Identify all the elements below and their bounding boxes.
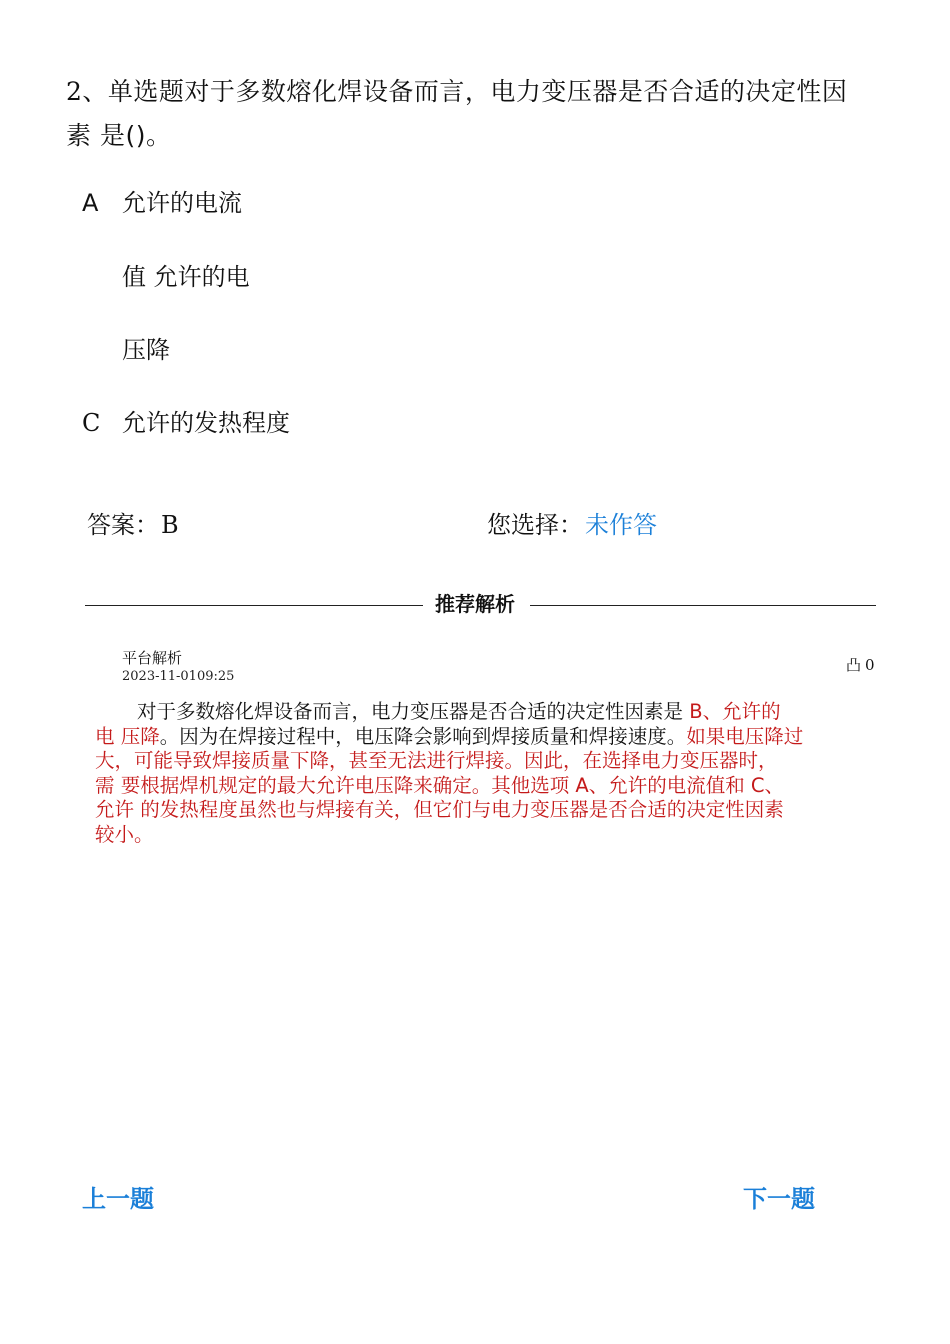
analysis-line-1-black: 对于多数熔化焊设备而言，电力变压器是否合适的决定性因素是 [137, 700, 684, 723]
like-count: 0 [865, 656, 875, 674]
analysis-source: 平台解析 [122, 649, 183, 667]
option-b-line-1[interactable] [0, 260, 950, 294]
analysis-line-1-red: B、允许的 [683, 700, 781, 723]
correct-answer [87, 508, 179, 542]
question-line-2: 素 是()。 [66, 121, 172, 150]
analysis-line-4: 需 要根据焊机规定的最大允许电压降来确定。其他选项 A、允许的电流值和 C、 [95, 773, 785, 797]
section-title-text: 推荐解析 [423, 592, 527, 616]
next-question-button[interactable]: 下一题 [743, 1185, 815, 1213]
option-b-line-2[interactable] [0, 333, 950, 367]
analysis-line-2-black: 。因为在焊接过程中，电压降会影响到焊接质量和焊接速度。 [159, 724, 687, 748]
prev-question-button[interactable]: 上一题 [82, 1185, 154, 1213]
analysis-line-2-red-tail: 如果电压降过 [686, 724, 804, 748]
analysis-line-6: 较小。 [95, 822, 154, 846]
option-text: 值 允许的电 [122, 263, 250, 291]
option-text: 允许的电流 [122, 189, 242, 217]
option-letter: C [82, 409, 101, 437]
option-a[interactable] [0, 186, 950, 220]
option-letter: A [82, 189, 99, 217]
your-choice-label: 您选择： [487, 511, 583, 539]
section-title [0, 590, 950, 618]
analysis-line-3: 大，可能导致焊接质量下降，甚至无法进行焊接。因此，在选择电力变压器时， [95, 749, 778, 772]
thumbs-up-icon: 凸 [846, 656, 862, 674]
like-button[interactable] [846, 655, 875, 675]
question-number: 2、 [66, 77, 108, 106]
analysis-text [95, 700, 867, 847]
option-c[interactable] [0, 406, 950, 440]
answer-value: B [161, 511, 179, 539]
analysis-line-2-red: 电 压降 [95, 724, 160, 748]
option-text: 压降 [122, 336, 170, 364]
your-choice-value: 未作答 [585, 511, 657, 539]
analysis-timestamp: 2023-11-0109:25 [122, 669, 235, 684]
question-text [66, 70, 886, 158]
option-text: 允许的发热程度 [122, 409, 290, 437]
analysis-line-5: 允许 的发热程度虽然也与焊接有关，但它们与电力变压器是否合适的决定性因素 [95, 798, 784, 821]
question-line-1: 单选题对于多数熔化焊设备而言，电力变压器是否合适的决定性因 [107, 77, 848, 106]
your-choice [487, 508, 657, 542]
answer-label: 答案： [87, 511, 159, 539]
